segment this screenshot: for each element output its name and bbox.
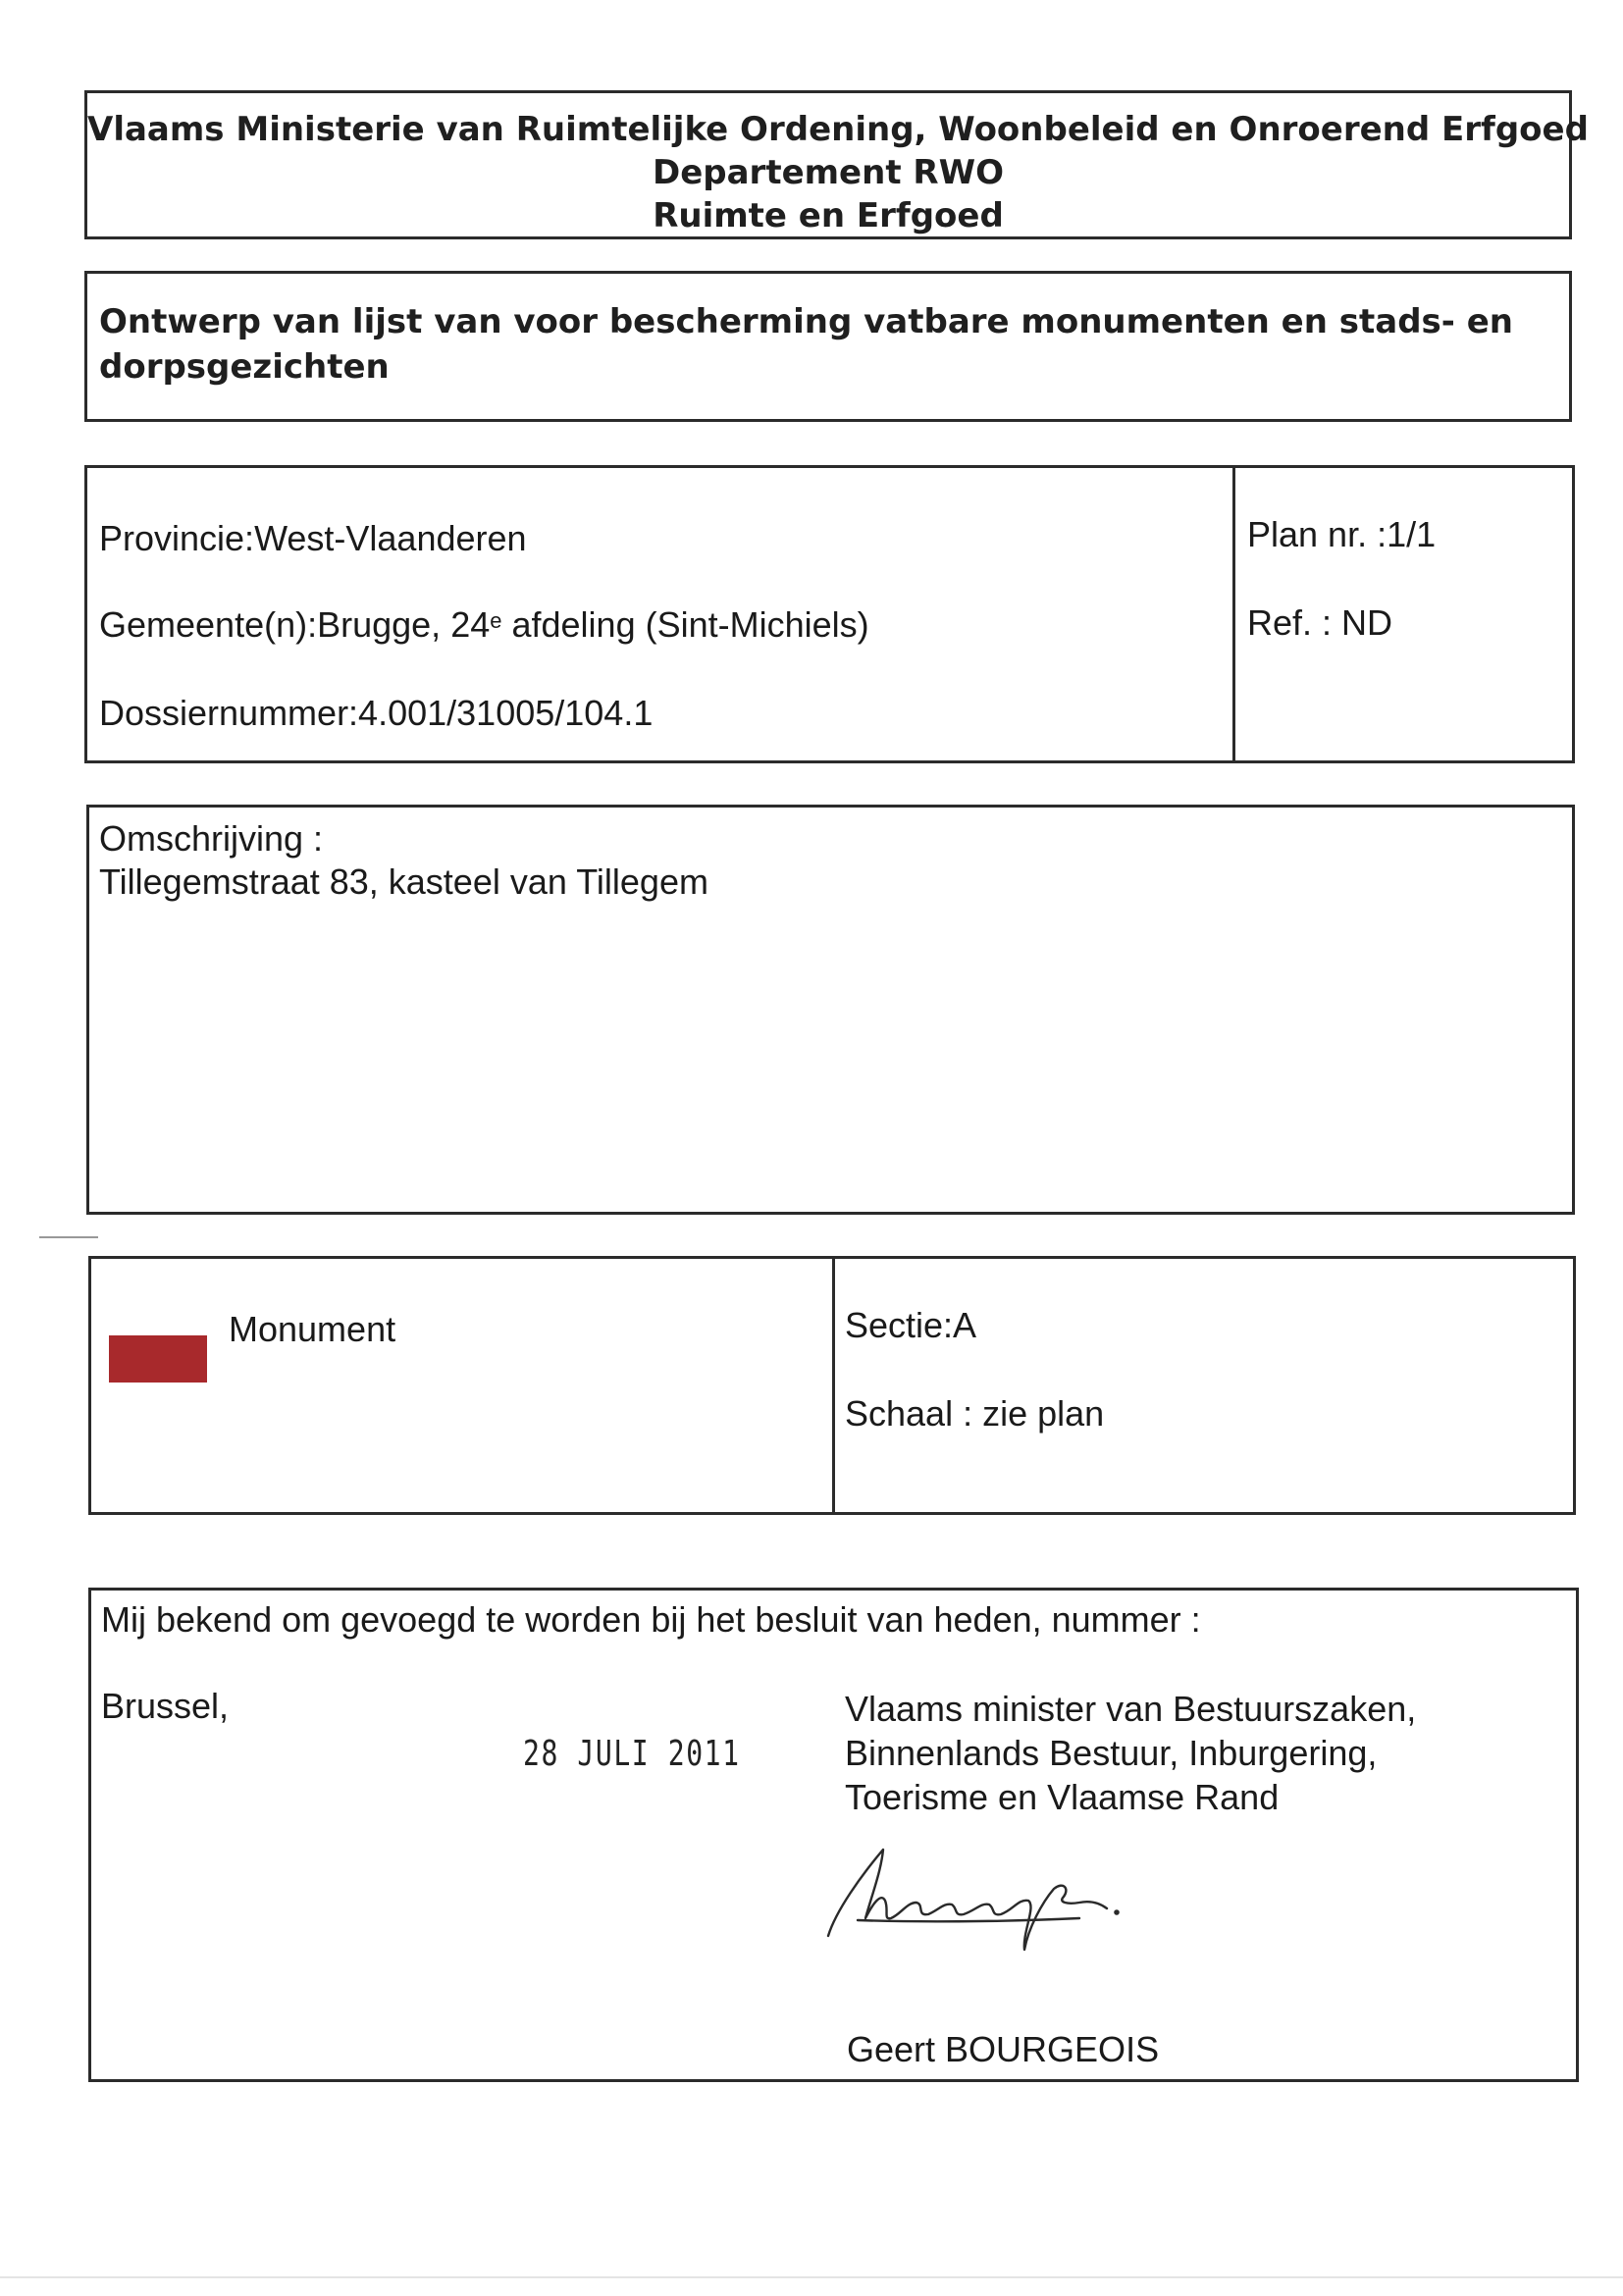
description-text: Tillegemstraat 83, kasteel van Tillegem (99, 861, 708, 902)
ministry-name: Vlaams Ministerie van Ruimtelijke Ordening, Woonbeleid en Onroerend Erfgoed (87, 110, 1589, 149)
description-section (86, 805, 1575, 1215)
approval-statement: Mij bekend om gevoegd te worden bij het besluit van heden, nummer : (101, 1599, 1201, 1640)
location-section (84, 465, 1575, 763)
handwritten-signature (822, 1842, 1156, 1959)
dossiernummer-field: Dossiernummer:4.001/31005/104.1 (99, 693, 654, 733)
signer-name: Geert BOURGEOIS (847, 2029, 1160, 2069)
signature-section (88, 1588, 1579, 2082)
location-details (87, 468, 1235, 760)
monument-label: Monument (229, 1309, 396, 1349)
legend-section (88, 1256, 1576, 1515)
department-name: Departement RWO (652, 153, 1004, 192)
schaal-field: Schaal : zie plan (845, 1393, 1105, 1434)
reference: Ref. : ND (1247, 602, 1393, 643)
place-label: Brussel, (101, 1686, 230, 1726)
monument-swatch (109, 1335, 207, 1383)
plan-number: Plan nr. :1/1 (1247, 514, 1437, 554)
division-name: Ruimte en Erfgoed (653, 196, 1004, 235)
legend-key (91, 1259, 835, 1512)
minister-title-line-3: Toerisme en Vlaamse Rand (845, 1777, 1280, 1817)
page-bottom-rule (0, 2276, 1623, 2278)
title-line-1: Ontwerp van lijst van voor bescherming vatbare monumenten en stads- en (99, 302, 1513, 341)
description-label: Omschrijving : (99, 818, 324, 859)
title-line-2: dorpsgezichten (99, 347, 390, 387)
minister-title (845, 1687, 1416, 1819)
sectie-field: Sectie:A (845, 1305, 977, 1345)
gemeente-field (99, 605, 869, 645)
date-stamp: 28 JULI 2011 (523, 1734, 741, 1774)
ministry-header (84, 90, 1589, 239)
document-title (84, 271, 1572, 422)
gemeente-text: Gemeente(n):Brugge, 24 (99, 604, 491, 645)
gemeente-afdeling: afdeling (Sint-Michiels) (501, 604, 869, 645)
minister-title-line-2: Binnenlands Bestuur, Inburgering, (845, 1733, 1378, 1773)
gemeente-superscript: e (490, 608, 502, 633)
minister-title-line-1: Vlaams minister van Bestuurszaken, (845, 1689, 1417, 1729)
provincie-field: Provincie:West-Vlaanderen (99, 518, 527, 558)
divider (39, 1236, 98, 1238)
